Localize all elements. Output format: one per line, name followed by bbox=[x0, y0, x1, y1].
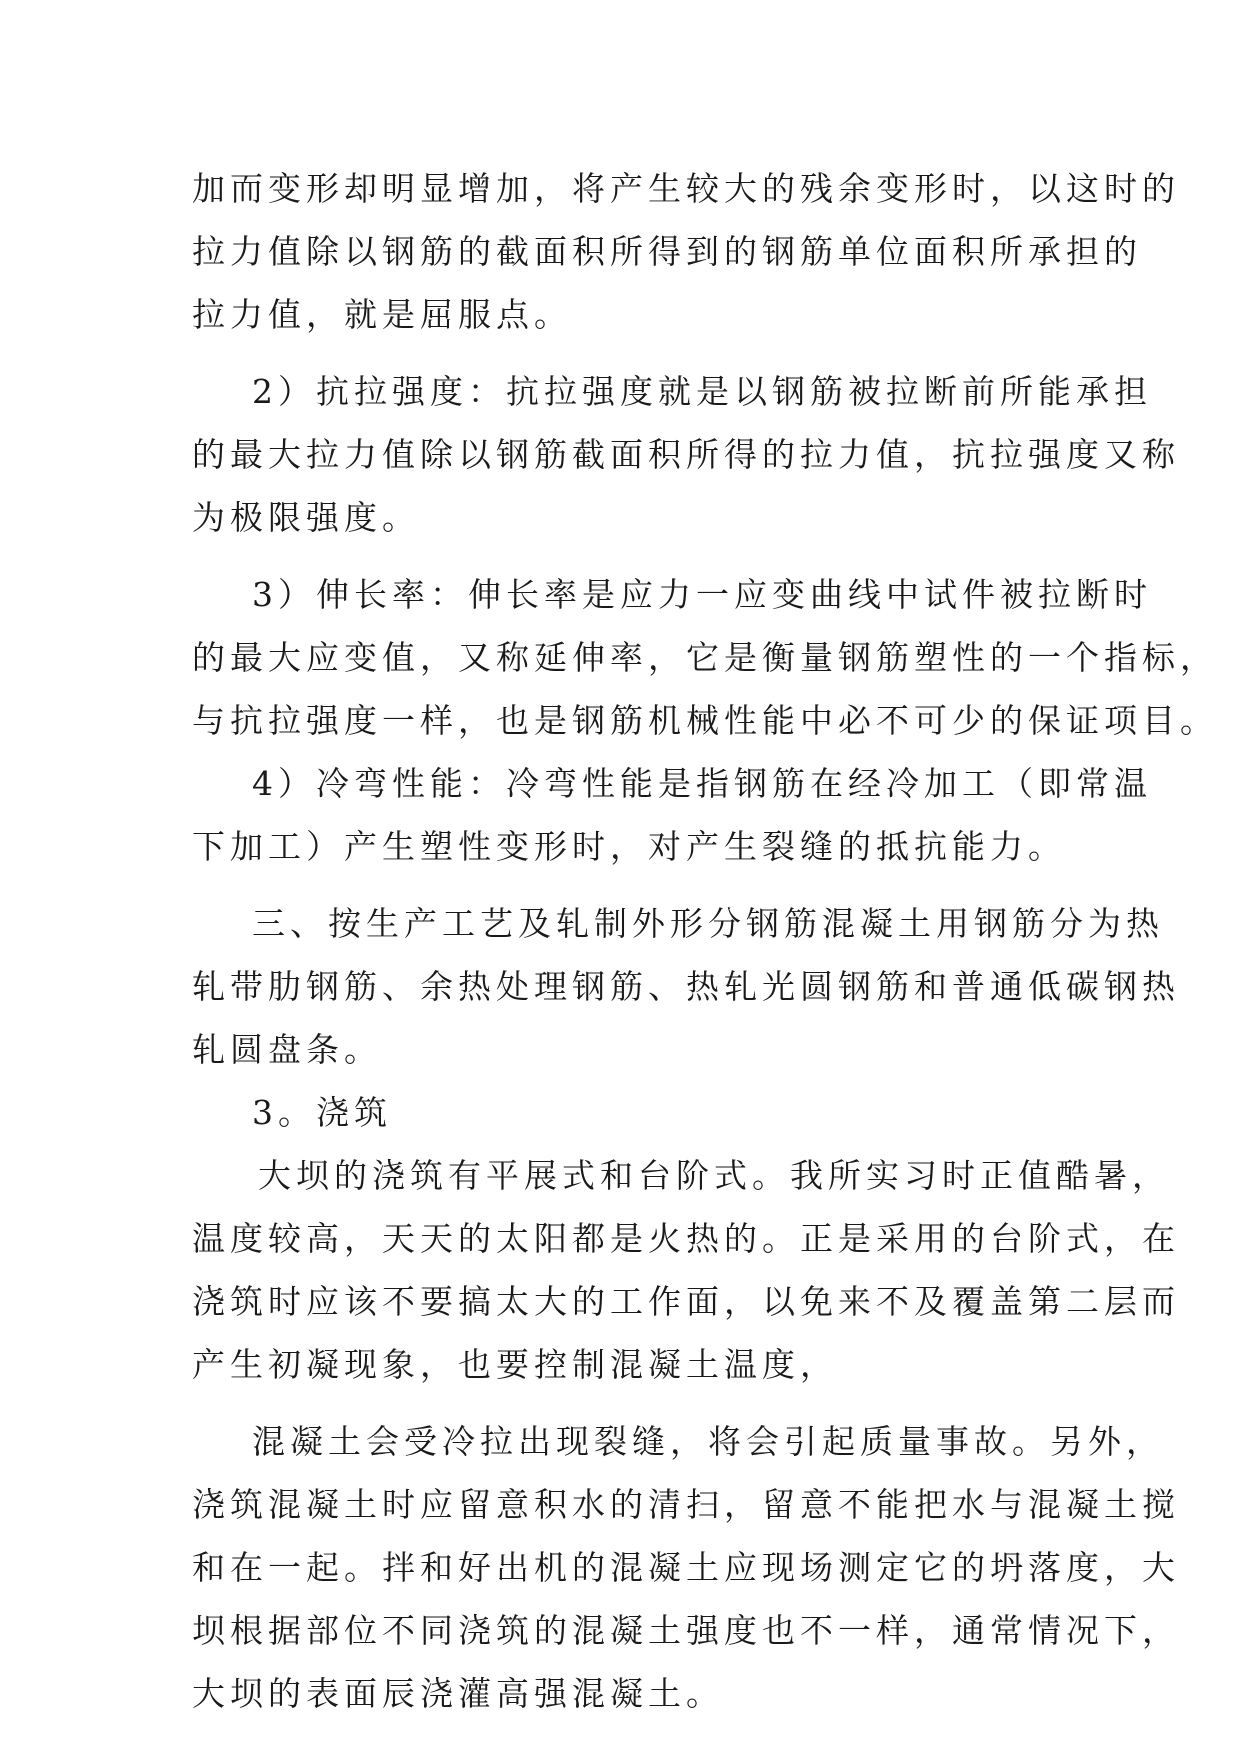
text-line: 轧圆盘条。 bbox=[192, 1030, 382, 1069]
text-line: 和在一起。拌和好出机的混凝土应现场测定它的坍落度，大 bbox=[192, 1548, 1180, 1587]
paragraph-elongation bbox=[192, 563, 1218, 752]
text-line: 坝根据部位不同浇筑的混凝土强度也不一样，通常情况下， bbox=[192, 1611, 1180, 1650]
text-line: 混凝土会受冷拉出现裂缝，将会引起质量事故。另外， bbox=[252, 1422, 1164, 1461]
paragraph-cold-bending bbox=[192, 752, 1152, 878]
paragraph-concrete-cracks bbox=[192, 1410, 1180, 1725]
text-line: 浇筑混凝土时应留意积水的清扫，留意不能把水与混凝土搅 bbox=[192, 1485, 1180, 1524]
text-line: 三、按生产工艺及轧制外形分钢筋混凝土用钢筋分为热 bbox=[252, 904, 1164, 943]
text-line: 产生初凝现象，也要控制混凝土温度， bbox=[192, 1345, 838, 1384]
text-line: 拉力值，就是屈服点。 bbox=[192, 295, 572, 334]
text-line: 的最大应变值，又称延伸率，它是衡量钢筋塑性的一个指标， bbox=[192, 638, 1218, 677]
text-line: 的最大拉力值除以钢筋截面积所得的拉力值，抗拉强度又称 bbox=[192, 435, 1180, 474]
text-line: 大坝的表面辰浇灌高强混凝土。 bbox=[192, 1674, 724, 1713]
section-heading: 3。浇筑 bbox=[252, 1093, 392, 1132]
text-line: 4）冷弯性能：冷弯性能是指钢筋在经冷加工（即常温 bbox=[252, 764, 1152, 803]
document-body bbox=[192, 157, 1218, 1725]
text-line: 2）抗拉强度：抗拉强度就是以钢筋被拉断前所能承担 bbox=[252, 372, 1152, 411]
text-line: 3）伸长率：伸长率是应力一应变曲线中试件被拉断时 bbox=[252, 575, 1152, 614]
text-line: 为极限强度。 bbox=[192, 498, 420, 537]
text-line: 轧带肋钢筋、余热处理钢筋、热轧光圆钢筋和普通低碳钢热 bbox=[192, 967, 1180, 1006]
text-line: 大坝的浇筑有平展式和台阶式。我所实习时正值酷暑， bbox=[258, 1156, 1170, 1195]
text-line: 浇筑时应该不要搞太大的工作面，以免来不及覆盖第二层而 bbox=[192, 1282, 1180, 1321]
paragraph-tensile-strength bbox=[192, 360, 1180, 549]
section-heading-pouring bbox=[192, 1081, 1052, 1144]
paragraph-rebar-classification bbox=[192, 892, 1180, 1081]
paragraph-dam-pouring bbox=[192, 1144, 1180, 1396]
text-line: 温度较高，天天的太阳都是火热的。正是采用的台阶式，在 bbox=[192, 1219, 1180, 1258]
text-line: 下加工）产生塑性变形时，对产生裂缝的抵抗能力。 bbox=[192, 827, 1066, 866]
text-line: 与抗拉强度一样，也是钢筋机械性能中必不可少的保证项目。 bbox=[192, 701, 1218, 740]
text-line: 加而变形却明显增加，将产生较大的残余变形时，以这时的 bbox=[192, 169, 1180, 208]
paragraph-yield-point bbox=[192, 157, 1180, 346]
text-line: 拉力值除以钢筋的截面积所得到的钢筋单位面积所承担的 bbox=[192, 232, 1142, 271]
